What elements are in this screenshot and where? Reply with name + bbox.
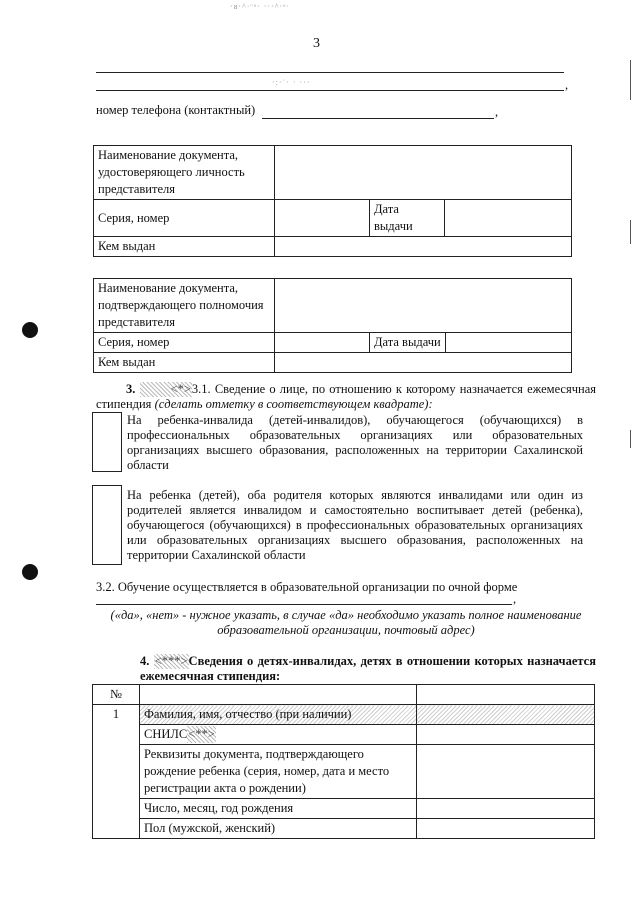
section4-marker: <***> [154,654,188,668]
birth-doc-label: Реквизиты документа, подтверждающего рождение ребенка (серия, номер, дата и место регистрации акта о рождении) [140,745,417,799]
fio-field[interactable] [417,705,595,725]
authority-doc-name-label: Наименование документа, подтверждающего полномочия представителя [94,279,275,333]
scan-hole-dot-2 [22,564,38,580]
col-field-header [140,685,417,705]
identity-series-field[interactable] [275,200,370,237]
section32-comma: , [513,592,517,606]
phone-field-line[interactable] [262,118,494,119]
authority-series-label: Серия, номер [94,333,275,353]
authority-document-table [93,278,572,373]
col-value-header [417,685,595,705]
page-number: 3 [313,36,320,51]
section4-title-block [140,654,596,684]
children-table [92,684,595,839]
authority-issued-label: Кем выдан [94,353,275,373]
edge-scan-mark [630,220,631,244]
blank-line-1 [96,72,564,73]
mid-scan-noise: ·:·˙· · ··· [272,78,311,87]
section3-marker: <*> [140,382,192,397]
phone-comma: , [495,105,499,119]
line-comma: , [565,78,569,92]
edge-scan-mark [630,60,631,100]
birth-date-label: Число, месяц, год рождения [140,799,417,819]
option2-checkbox[interactable] [92,485,122,565]
option1-checkbox[interactable] [92,412,122,472]
snils-label: СНИЛС [144,727,188,741]
option2-text: На ребенка (детей), оба родителя которых являются инвалидами или один из родителей является инвалидом и самостоятельно воспитывает детей (ребенка), обучающегося (обучающихся) в профессиональных образовательных организациях или образовательных организациях высшего образования, расположенных на территории Сахалинской области [127,488,583,562]
phone-label: номер телефона (контактный) [96,103,256,117]
section32-note: («да», «нет» - нужное указать, в случае «да» необходимо указать полное наименование образовательной организации, почтовый адрес) [110,608,582,637]
gender-label: Пол (мужской, женский) [140,819,417,839]
section4-number: 4. [140,654,150,668]
snils-label-cell [140,725,417,745]
section3-number: 3. [126,382,136,396]
section3-intro [96,382,596,412]
row-number: 1 [93,705,140,839]
identity-doc-name-field[interactable] [275,146,572,200]
section32-field-line[interactable] [96,604,512,605]
section3-intro-italic: (сделать отметку в соответствующем квадрате): [154,397,433,411]
col-number-header: № [93,685,140,705]
identity-issued-field[interactable] [275,237,572,257]
blank-line-2 [96,90,564,91]
identity-doc-name-label: Наименование документа, удостоверяющего личность представителя [94,146,275,200]
snils-field[interactable] [417,725,595,745]
authority-issued-field[interactable] [275,353,572,373]
authority-series-field[interactable] [275,333,370,353]
birth-doc-field[interactable] [417,745,595,799]
identity-date-field[interactable] [445,200,572,237]
edge-scan-mark [630,430,631,448]
fio-label: Фамилия, имя, отчество (при наличии) [140,705,417,725]
authority-date-field[interactable] [445,333,571,353]
section3-intro-text: 3.1. Сведение о лице, по отношению к которому назначается ежемесячная стипендия [96,382,597,411]
identity-document-table [93,145,572,257]
snils-marker: <**> [188,727,215,741]
option1-text: На ребенка-инвалида (детей-инвалидов), обучающегося (обучающихся) в профессиональных образовательных организациях или образовательных организациях высшего образования, расположенных на территории Сахалинской области [127,413,583,472]
birth-date-field[interactable] [417,799,595,819]
top-scan-noise: ·ᴚ·^·ᵔᵒ· ···^·ᵒ· [230,2,291,11]
authority-doc-name-field[interactable] [275,279,572,333]
identity-series-label: Серия, номер [94,200,275,237]
authority-date-label: Дата выдачи [370,333,446,353]
section32-text: 3.2. Обучение осуществляется в образовательной организации по очной форме [96,580,518,594]
gender-field[interactable] [417,819,595,839]
identity-date-label: Дата выдачи [370,200,445,237]
scan-hole-dot [22,322,38,338]
section4-title: Сведения о детях-инвалидах, детях в отношении которых назначается ежемесячная стипендия: [140,654,596,683]
identity-issued-label: Кем выдан [94,237,275,257]
